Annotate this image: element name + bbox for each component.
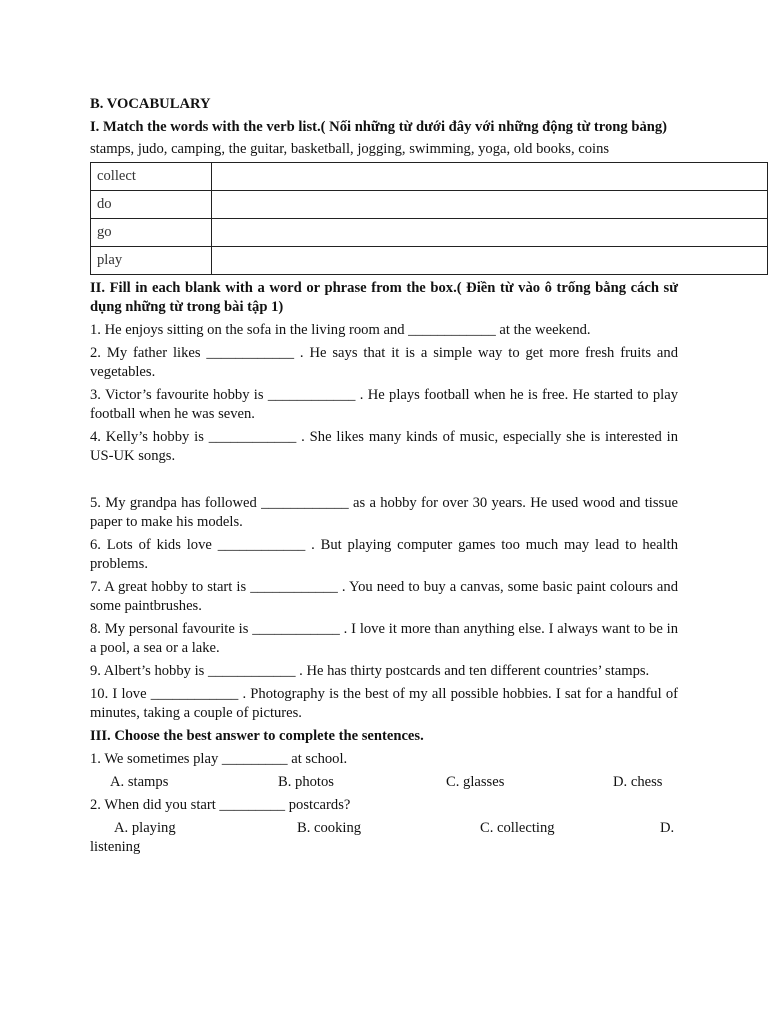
answer-cell-collect[interactable] — [212, 163, 768, 191]
mcq-2-option-c[interactable]: C. collecting — [480, 820, 555, 836]
verb-cell-play: play — [91, 247, 212, 275]
question-item-1: 1. He enjoys sitting on the sofa in the living room and ____________ at the weekend. — [90, 322, 591, 338]
table-row — [91, 163, 768, 191]
section3-title: III. Choose the best answer to complete the sentences. — [90, 728, 424, 744]
question-item-8: 8. My personal favourite is ____________ . I love it more than anything else. I always want to be in a pool, a sea or a lake. — [90, 621, 678, 656]
question-item-7: 7. A great hobby to start is ____________ . You need to buy a canvas, some basic paint colours and some paintbrushes. — [90, 579, 678, 614]
mcq-1-option-d[interactable]: D. chess — [613, 774, 663, 790]
verb-cell-go: go — [91, 219, 212, 247]
word-list: stamps, judo, camping, the guitar, basketball, jogging, swimming, yoga, old books, coins — [90, 141, 610, 157]
mcq-2-option-b[interactable]: B. cooking — [297, 820, 362, 836]
verb-cell-collect: collect — [91, 163, 212, 191]
mcq-1-stem: 1. We sometimes play _________ at school. — [90, 751, 348, 767]
question-item-6: 6. Lots of kids love ____________ . But playing computer games too much may lead to health problems. — [90, 537, 678, 572]
mcq-1-options — [90, 773, 678, 792]
mcq-2-option-d[interactable]: D. — [660, 820, 675, 836]
answer-cell-go[interactable] — [212, 219, 768, 247]
blank-gap — [90, 466, 678, 490]
mcq-1-option-b[interactable]: B. photos — [278, 774, 334, 790]
verb-cell-do: do — [91, 191, 212, 219]
mcq-1-option-a[interactable]: A. stamps — [110, 774, 169, 790]
answer-cell-play[interactable] — [212, 247, 768, 275]
mcq-2-options — [90, 819, 678, 838]
answer-cell-do[interactable] — [212, 191, 768, 219]
question-item-5: 5. My grandpa has followed ____________ as a hobby for over 30 years. He used wood and tissue paper to make his models. — [90, 495, 678, 530]
question-item-9: 9. Albert’s hobby is ____________ . He has thirty postcards and ten different countries’ stamps. — [90, 663, 650, 679]
table-row — [91, 219, 768, 247]
verb-match-table — [90, 162, 768, 275]
question-item-10: 10. I love ____________ . Photography is the best of my all possible hobbies. I sat for a handful of minutes, taking a couple of pictures. — [90, 686, 678, 721]
worksheet-content — [90, 95, 678, 857]
question-item-3: 3. Victor’s favourite hobby is ____________ . He plays football when he is free. He started to play football when he was seven. — [90, 387, 678, 422]
mcq-2-option-a[interactable]: A. playing — [114, 820, 176, 836]
mcq-1-option-c[interactable]: C. glasses — [446, 774, 505, 790]
section2-title: II. Fill in each blank with a word or phrase from the box.( Điền từ vào ô trống bằng cách sử dụng những từ trong bài tập 1) — [90, 280, 678, 315]
mcq-2-option-d-text[interactable]: listening — [90, 839, 141, 855]
table-row — [91, 191, 768, 219]
section-heading: B. VOCABULARY — [90, 96, 211, 112]
section1-title: I. Match the words with the verb list.( Nối những từ dưới đây với những động từ trong bảng) — [90, 119, 668, 135]
question-item-4: 4. Kelly’s hobby is ____________ . She likes many kinds of music, especially she is interested in US-UK songs. — [90, 429, 678, 464]
mcq-2-stem: 2. When did you start _________ postcards? — [90, 797, 351, 813]
question-item-2: 2. My father likes ____________ . He says that it is a simple way to get more fresh fruits and vegetables. — [90, 345, 678, 380]
table-row — [91, 247, 768, 275]
